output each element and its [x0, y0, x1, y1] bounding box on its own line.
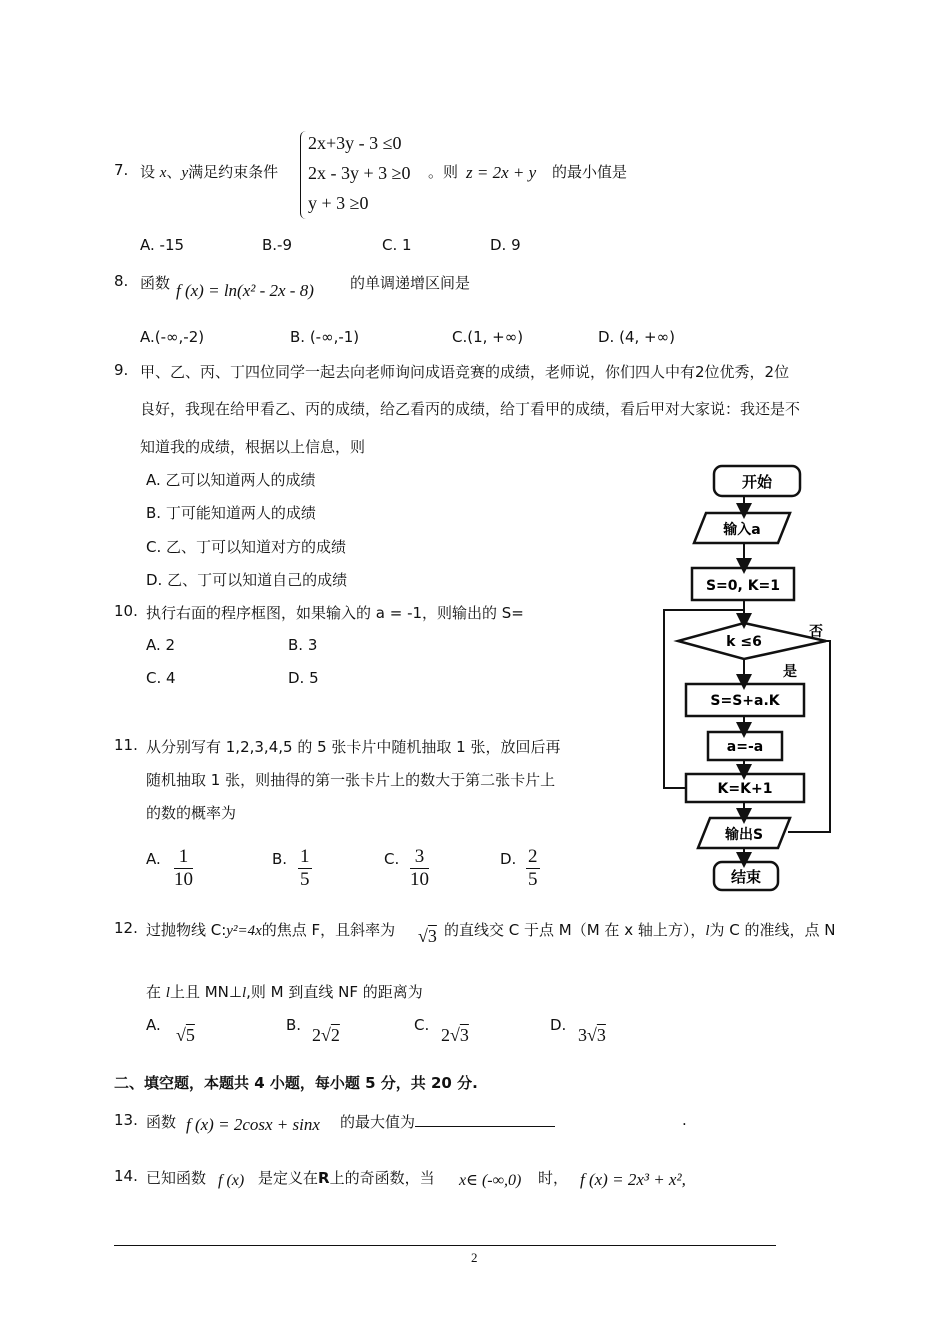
- q10-option-a: A. 2: [146, 636, 176, 654]
- q12-l: l: [705, 923, 710, 939]
- q7-sep: 、: [166, 163, 182, 181]
- q8-option-d: D. (4, +∞): [598, 328, 675, 346]
- q11-c-denominator: 10: [410, 869, 429, 890]
- q7-post: 的最小值是: [552, 163, 628, 181]
- q8-option-a: A.(-∞,-2): [140, 328, 205, 346]
- flowchart: [650, 460, 850, 900]
- constraint-3: y + 3 ≥0: [308, 193, 369, 213]
- q12-equation: y²=4x: [226, 923, 262, 939]
- q14-number: 14.: [114, 1167, 138, 1185]
- flow-step1-label: S=S+a.K: [710, 693, 780, 709]
- q8-number: 8.: [114, 272, 129, 290]
- constraint-1: 2x+3y - 3 ≤0: [308, 133, 402, 153]
- q13-post: [340, 1111, 555, 1132]
- q13-end: .: [682, 1111, 687, 1129]
- q11-d-numerator: 2: [528, 846, 538, 867]
- q7-y: y: [181, 165, 189, 181]
- q12-slope-radicand: 3: [427, 926, 437, 946]
- q13-expression: f (x) = 2cosx + sinx: [186, 1115, 320, 1134]
- q12-number: 12.: [114, 919, 138, 937]
- q12-option-a-label: A.: [146, 1016, 161, 1034]
- q10-option-d: D. 5: [288, 669, 319, 687]
- q9-line-1: 甲、乙、丙、丁四位同学一起去向老师询问成语竞赛的成绩，老师说，你们四人中有2位优秀，2位: [140, 363, 790, 381]
- q7-option-d: D. 9: [490, 236, 521, 254]
- q10-option-c: C. 4: [146, 669, 176, 687]
- q12-option-c-label: C.: [414, 1016, 430, 1034]
- q12-option-c-value: 2√3: [441, 1025, 469, 1045]
- q12-line-2: [146, 981, 423, 1002]
- q11-number: 11.: [114, 736, 138, 754]
- flow-init-label: S=0, K=1: [705, 578, 781, 594]
- section-2-heading: 二、填空题，本题共 4 小题，每小题 5 分，共 20 分.: [114, 1074, 478, 1092]
- flow-no-label: 否: [809, 624, 823, 640]
- q12-option-d-value: 3√3: [578, 1025, 606, 1045]
- q7-option-c: C. 1: [382, 236, 412, 254]
- q11-option-c-fraction: [410, 846, 429, 891]
- q10-number: 10.: [114, 602, 138, 620]
- q9-option-a: A. 乙可以知道两人的成绩: [146, 471, 316, 489]
- q11-option-a-fraction: [174, 846, 193, 891]
- q10-text: 执行右面的程序框图，如果输入的 a = -1，则输出的 S=: [146, 604, 524, 622]
- q14-f: f (x): [218, 1172, 245, 1189]
- q12-option-a-value: √5: [176, 1025, 195, 1045]
- q9-option-b: B. 丁可能知道两人的成绩: [146, 504, 316, 522]
- q14-mid2-text: 上的奇函数，当: [329, 1169, 435, 1187]
- q11-line-3: 的数的概率为: [146, 804, 237, 822]
- q14-expression: f (x) = 2x³ + x²,: [580, 1170, 686, 1189]
- flow-step2-label: a=-a: [726, 739, 764, 755]
- q7-cond: 满足约束条件: [188, 163, 279, 181]
- q11-b-numerator: 1: [300, 846, 310, 867]
- q8-option-c: C.(1, +∞): [452, 328, 524, 346]
- q12-l2b: 上且 MN⊥: [169, 983, 242, 1001]
- q9-option-c: C. 乙、丁可以知道对方的成绩: [146, 538, 347, 556]
- q11-c-numerator: 3: [410, 846, 429, 869]
- q7-mid: 。则: [428, 163, 459, 181]
- q13-pre: 函数: [146, 1113, 177, 1131]
- flow-condition-label: k ≤6: [726, 634, 762, 650]
- footer-divider: [114, 1245, 776, 1246]
- q8-option-b: B. (-∞,-1): [290, 328, 360, 346]
- q11-a-numerator: 1: [174, 846, 193, 869]
- q12-option-d-label: D.: [550, 1016, 567, 1034]
- q12-line-1: [146, 919, 395, 940]
- q11-option-c-label: C.: [384, 850, 400, 868]
- flow-yes-label: 是: [783, 664, 797, 680]
- q11-option-d-label: D.: [500, 850, 517, 868]
- q13-number: 13.: [114, 1111, 138, 1129]
- q9-line-2: 良好，我现在给甲看乙、丙的成绩，给乙看丙的成绩，给丁看甲的成绩，看后甲对大家说：我还是不: [140, 400, 801, 418]
- flow-output-label: 输出S: [724, 827, 764, 843]
- q13-post-text: 的最大值为: [340, 1113, 416, 1131]
- constraint-2: 2x - 3y + 3 ≥0: [308, 163, 411, 183]
- q12-option-b-value: 2√2: [312, 1025, 340, 1045]
- q7-expression: z = 2x + y: [466, 163, 537, 182]
- q11-a-denominator: 10: [174, 869, 193, 890]
- q12-l-3: l: [241, 985, 247, 1001]
- q12-a: 过抛物线 C:: [146, 921, 227, 939]
- q8-expression: f (x) = ln(x² - 2x - 8): [176, 281, 314, 300]
- q7-number: 7.: [114, 161, 129, 179]
- flow-end-label: 结束: [730, 868, 762, 886]
- q7-stem: [140, 161, 278, 182]
- q11-b-denominator: 5: [300, 869, 310, 890]
- q12-option-b-label: B.: [286, 1016, 302, 1034]
- q14-mid-text: 是定义在: [258, 1169, 319, 1187]
- flow-start-label: 开始: [741, 473, 773, 491]
- q8-pre: 函数: [140, 274, 171, 292]
- q11-d-denominator: 5: [528, 869, 538, 890]
- q11-line-2: 随机抽取 1 张，则抽得的第一张卡片上的数大于第二张卡片上: [146, 771, 556, 789]
- q12-l2c: ,则 M 到直线 NF 的距离为: [246, 983, 423, 1001]
- flow-input-label: 输入a: [723, 522, 761, 538]
- q13-answer-blank[interactable]: [415, 1112, 555, 1127]
- q12-b: 的焦点 F，且斜率为: [261, 921, 396, 939]
- q11-option-d-fraction: [526, 846, 540, 891]
- q7-x: x: [159, 165, 167, 181]
- flow-step3-label: K=K+1: [717, 781, 773, 797]
- q12-l2a: 在: [146, 983, 162, 1001]
- q9-number: 9.: [114, 361, 129, 379]
- q14-mid: [258, 1167, 435, 1188]
- q12-slope: √3: [418, 926, 437, 946]
- q12-line-1-cont: [444, 919, 836, 940]
- q12-c: 的直线交 C 于点 M（M 在 x 轴上方），: [444, 921, 706, 939]
- q11-option-a-label: A.: [146, 850, 161, 868]
- q12-d: 为 C 的准线，点 N: [709, 921, 836, 939]
- q14-R: R: [318, 1169, 330, 1187]
- q14-condition: x∈ (-∞,0): [459, 1172, 522, 1189]
- q14-mid3: 时，: [538, 1169, 569, 1187]
- q11-option-b-label: B.: [272, 850, 288, 868]
- q9-line-3: 知道我的成绩，根据以上信息，则: [140, 438, 366, 456]
- q12-l-2: l: [165, 985, 170, 1001]
- q8-post: 的单调递增区间是: [350, 274, 471, 292]
- q7-option-b: B.-9: [262, 236, 293, 254]
- q11-line-1: 从分别写有 1,2,3,4,5 的 5 张卡片中随机抽取 1 张，放回后再: [146, 738, 561, 756]
- q10-option-b: B. 3: [288, 636, 318, 654]
- q11-option-b-fraction: [298, 846, 312, 891]
- q7-option-a: A. -15: [140, 236, 185, 254]
- q9-option-d: D. 乙、丁可以知道自己的成绩: [146, 571, 348, 589]
- page-number: 2: [471, 1250, 478, 1265]
- q14-pre: 已知函数: [146, 1169, 207, 1187]
- q7-pre: 设: [140, 163, 156, 181]
